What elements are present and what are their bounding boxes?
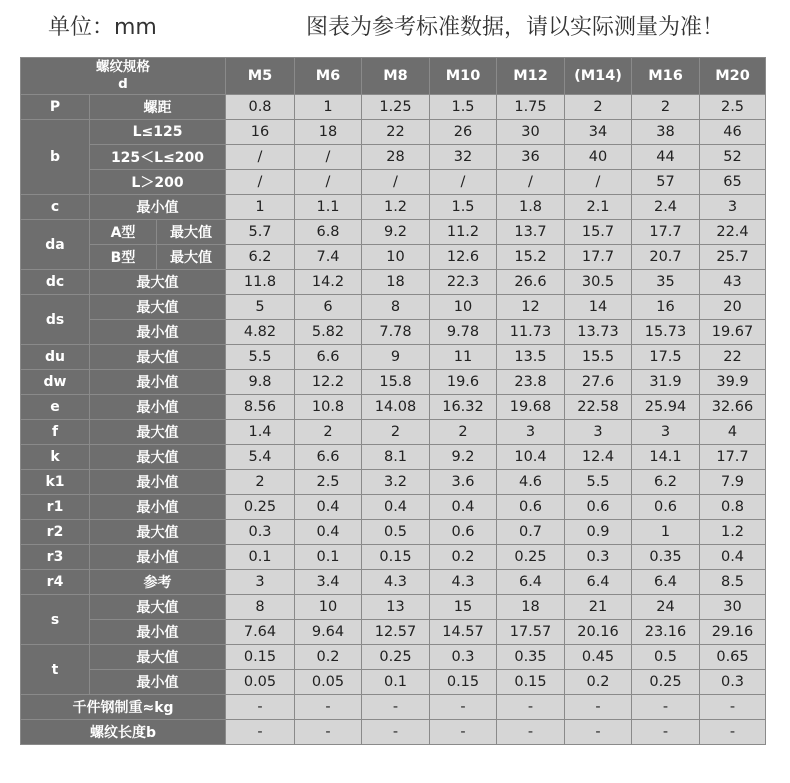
unit-label: 单位：mm (48, 15, 157, 40)
value-cell: 0.4 (295, 495, 362, 520)
value-cell: 15 (430, 595, 497, 620)
param-label: r3 (21, 545, 90, 570)
value-cell: 30 (497, 120, 565, 145)
value-cell: 26.6 (497, 270, 565, 295)
value-cell: 3.4 (295, 570, 362, 595)
thread-spec-header (21, 58, 226, 95)
value-cell: 14.2 (295, 270, 362, 295)
value-cell: 0.5 (362, 520, 430, 545)
value-cell: 52 (700, 145, 766, 170)
param-label: s (21, 595, 90, 645)
value-cell: 0.4 (295, 520, 362, 545)
value-cell: / (362, 170, 430, 195)
param-label: r1 (21, 495, 90, 520)
value-cell: 1 (632, 520, 700, 545)
value-cell: - (632, 720, 700, 745)
table-row (21, 220, 766, 245)
value-cell: 38 (632, 120, 700, 145)
value-cell: 5.7 (226, 220, 295, 245)
value-cell: 8.56 (226, 395, 295, 420)
table-row (21, 170, 766, 195)
value-cell: 0.7 (497, 520, 565, 545)
value-cell: 19.67 (700, 320, 766, 345)
param-label: dw (21, 370, 90, 395)
value-cell: 13.5 (497, 345, 565, 370)
value-cell: 0.2 (430, 545, 497, 570)
value-cell: 2 (295, 420, 362, 445)
value-cell: 0.3 (226, 520, 295, 545)
value-cell: - (430, 695, 497, 720)
table-row (21, 95, 766, 120)
value-cell: 1 (226, 195, 295, 220)
param-sublabel: 最小值 (90, 370, 226, 395)
param-sublabel: 最小值 (90, 545, 226, 570)
value-cell: 0.3 (565, 545, 632, 570)
value-cell: 4.82 (226, 320, 295, 345)
value-cell: 0.35 (632, 545, 700, 570)
value-cell: 11.8 (226, 270, 295, 295)
param-sublabel: 最大值 (90, 420, 226, 445)
table-row (21, 420, 766, 445)
param-label: r4 (21, 570, 90, 595)
value-cell: 14.1 (632, 445, 700, 470)
value-cell: 0.25 (362, 645, 430, 670)
column-header: M8 (362, 58, 430, 95)
value-cell: 0.15 (226, 645, 295, 670)
value-cell: 7.4 (295, 245, 362, 270)
value-cell: 6.4 (565, 570, 632, 595)
table-row (21, 570, 766, 595)
value-cell: 7.9 (700, 470, 766, 495)
value-cell: 10 (430, 295, 497, 320)
value-cell: 11.73 (497, 320, 565, 345)
value-cell: 0.25 (497, 545, 565, 570)
value-cell: 0.1 (226, 545, 295, 570)
value-cell: 35 (632, 270, 700, 295)
value-cell: 3 (226, 570, 295, 595)
value-cell: 2.5 (700, 95, 766, 120)
value-cell: 28 (362, 145, 430, 170)
value-cell: 12.6 (430, 245, 497, 270)
value-cell: 23.8 (497, 370, 565, 395)
value-cell: 0.4 (362, 495, 430, 520)
value-cell: 16 (226, 120, 295, 145)
table-row (21, 670, 766, 695)
value-cell: 22.4 (700, 220, 766, 245)
value-cell: 20 (700, 295, 766, 320)
value-cell: / (226, 145, 295, 170)
value-cell: 9 (362, 345, 430, 370)
table-row (21, 395, 766, 420)
param-label: r2 (21, 520, 90, 545)
column-header: M16 (632, 58, 700, 95)
value-cell: 1.25 (362, 95, 430, 120)
table-row (21, 120, 766, 145)
table-row (21, 545, 766, 570)
param-label: ds (21, 295, 90, 345)
value-cell: 22 (362, 120, 430, 145)
value-cell: 9.2 (430, 445, 497, 470)
param-sublabel: 最小值 (90, 620, 226, 645)
value-cell: 2.4 (632, 195, 700, 220)
value-cell: 6 (295, 295, 362, 320)
value-cell: / (430, 170, 497, 195)
value-cell: 2 (632, 95, 700, 120)
param-label: k1 (21, 470, 90, 495)
value-cell: 44 (632, 145, 700, 170)
value-cell: 0.15 (497, 670, 565, 695)
value-cell: 3 (497, 420, 565, 445)
value-cell: 4.6 (497, 470, 565, 495)
value-cell: 18 (295, 120, 362, 145)
value-cell: 34 (565, 120, 632, 145)
value-cell: 31.9 (632, 370, 700, 395)
param-label: 千件钢制重≈kg (21, 695, 226, 720)
thread-spec-symbol: d (118, 76, 128, 92)
value-cell: 22.3 (430, 270, 497, 295)
value-cell: 5.4 (226, 445, 295, 470)
value-cell: 10.8 (295, 395, 362, 420)
value-cell: 43 (700, 270, 766, 295)
value-cell: 14.57 (430, 620, 497, 645)
value-cell: 21 (565, 595, 632, 620)
value-cell: 5.5 (226, 345, 295, 370)
value-cell: 0.15 (362, 545, 430, 570)
value-cell: 8 (226, 595, 295, 620)
table-row (21, 470, 766, 495)
value-cell: / (226, 170, 295, 195)
value-cell: 0.25 (632, 670, 700, 695)
param-label: k (21, 445, 90, 470)
table-row (21, 520, 766, 545)
value-cell: 22 (700, 345, 766, 370)
value-cell: 0.2 (295, 645, 362, 670)
value-cell: 0.05 (226, 670, 295, 695)
value-cell: - (700, 695, 766, 720)
value-cell: 22.58 (565, 395, 632, 420)
value-cell: 13.73 (565, 320, 632, 345)
table-row (21, 445, 766, 470)
value-cell: 1.2 (700, 520, 766, 545)
param-sublabel: 螺距 (90, 95, 226, 120)
value-cell: 3.6 (430, 470, 497, 495)
value-cell: 13 (362, 595, 430, 620)
param-label: da (21, 220, 90, 270)
column-header: M10 (430, 58, 497, 95)
value-cell: 32.66 (700, 395, 766, 420)
value-cell: 0.3 (700, 670, 766, 695)
value-cell: 0.6 (497, 495, 565, 520)
value-cell: 15.73 (632, 320, 700, 345)
value-cell: 6.4 (632, 570, 700, 595)
value-cell: 0.65 (700, 645, 766, 670)
value-cell: 16.32 (430, 395, 497, 420)
value-cell: 6.8 (295, 220, 362, 245)
value-cell: 3 (700, 195, 766, 220)
value-cell: 0.8 (226, 95, 295, 120)
value-cell: 18 (497, 595, 565, 620)
value-cell: 1.5 (430, 95, 497, 120)
param-sublabel: 最大值 (157, 220, 226, 245)
table-row (21, 370, 766, 395)
value-cell: 27.6 (565, 370, 632, 395)
value-cell: 6.6 (295, 445, 362, 470)
value-cell: 9.64 (295, 620, 362, 645)
value-cell: 20.16 (565, 620, 632, 645)
value-cell: 0.15 (430, 670, 497, 695)
value-cell: 29.16 (700, 620, 766, 645)
value-cell: 5 (226, 295, 295, 320)
value-cell: 8.1 (362, 445, 430, 470)
value-cell: 23.16 (632, 620, 700, 645)
param-label: e (21, 395, 90, 420)
reference-notice: 图表为参考标准数据，请以实际测量为准！ (306, 15, 725, 40)
value-cell: 1.4 (226, 420, 295, 445)
value-cell: 0.25 (226, 495, 295, 520)
param-sublabel: 最小值 (90, 320, 226, 345)
value-cell: 8.5 (700, 570, 766, 595)
table-row (21, 295, 766, 320)
value-cell: 30.5 (565, 270, 632, 295)
table-row (21, 195, 766, 220)
value-cell: 15.8 (362, 370, 430, 395)
value-cell: 7.64 (226, 620, 295, 645)
param-type: B型 (90, 245, 157, 270)
value-cell: 30 (700, 595, 766, 620)
value-cell: 6.4 (497, 570, 565, 595)
value-cell: 2 (226, 470, 295, 495)
value-cell: - (295, 695, 362, 720)
value-cell: 5.5 (565, 470, 632, 495)
value-cell: 1.8 (497, 195, 565, 220)
value-cell: 0.1 (362, 670, 430, 695)
value-cell: 9.2 (362, 220, 430, 245)
value-cell: 25.7 (700, 245, 766, 270)
param-label: f (21, 420, 90, 445)
value-cell: 0.1 (295, 545, 362, 570)
param-label: b (21, 120, 90, 195)
value-cell: - (700, 720, 766, 745)
value-cell: 24 (632, 595, 700, 620)
value-cell: 3 (632, 420, 700, 445)
param-sublabel: 最大值 (90, 345, 226, 370)
value-cell: / (295, 170, 362, 195)
column-header: M20 (700, 58, 766, 95)
value-cell: 46 (700, 120, 766, 145)
value-cell: 17.7 (565, 245, 632, 270)
value-cell: 16 (632, 295, 700, 320)
value-cell: 2 (430, 420, 497, 445)
value-cell: - (497, 720, 565, 745)
value-cell: - (362, 720, 430, 745)
param-sublabel: 最大值 (90, 445, 226, 470)
param-label: c (21, 195, 90, 220)
table-row (21, 620, 766, 645)
value-cell: 9.78 (430, 320, 497, 345)
value-cell: 10.4 (497, 445, 565, 470)
table-row (21, 270, 766, 295)
value-cell: 4.3 (430, 570, 497, 595)
param-sublabel: 最大值 (90, 270, 226, 295)
param-sublabel: 最大值 (90, 645, 226, 670)
param-sublabel: 最小值 (90, 195, 226, 220)
value-cell: 0.45 (565, 645, 632, 670)
param-sublabel: 最小值 (90, 495, 226, 520)
value-cell: 10 (295, 595, 362, 620)
value-cell: 1.5 (430, 195, 497, 220)
value-cell: 0.35 (497, 645, 565, 670)
param-sublabel: 最大值 (157, 245, 226, 270)
value-cell: 1.75 (497, 95, 565, 120)
value-cell: 0.6 (565, 495, 632, 520)
value-cell: 15.7 (565, 220, 632, 245)
value-cell: 57 (632, 170, 700, 195)
value-cell: 0.8 (700, 495, 766, 520)
value-cell: 11 (430, 345, 497, 370)
param-sublabel: 最小值 (90, 395, 226, 420)
value-cell: 17.5 (632, 345, 700, 370)
value-cell: 19.68 (497, 395, 565, 420)
table-row (21, 720, 766, 745)
value-cell: 15.2 (497, 245, 565, 270)
param-sublabel: L≤125 (90, 120, 226, 145)
value-cell: 13.7 (497, 220, 565, 245)
spec-table (20, 57, 766, 745)
column-header: (M14) (565, 58, 632, 95)
param-sublabel: 最大值 (90, 520, 226, 545)
value-cell: 1.2 (362, 195, 430, 220)
value-cell: 14.08 (362, 395, 430, 420)
thread-spec-label: 螺纹规格 (96, 59, 150, 75)
table-row (21, 320, 766, 345)
param-label: 螺纹长度b (21, 720, 226, 745)
column-header: M6 (295, 58, 362, 95)
value-cell: 12.2 (295, 370, 362, 395)
value-cell: 40 (565, 145, 632, 170)
value-cell: 4.3 (362, 570, 430, 595)
column-header: M12 (497, 58, 565, 95)
param-sublabel: 最小值 (90, 670, 226, 695)
value-cell: 1.1 (295, 195, 362, 220)
param-label: t (21, 645, 90, 695)
value-cell: 8 (362, 295, 430, 320)
param-sublabel: 参考 (90, 570, 226, 595)
column-header: M5 (226, 58, 295, 95)
table-row (21, 645, 766, 670)
value-cell: 14 (565, 295, 632, 320)
value-cell: 2 (565, 95, 632, 120)
value-cell: 0.2 (565, 670, 632, 695)
value-cell: 17.57 (497, 620, 565, 645)
value-cell: 15.5 (565, 345, 632, 370)
value-cell: 12 (497, 295, 565, 320)
value-cell: 6.6 (295, 345, 362, 370)
value-cell: 3.2 (362, 470, 430, 495)
value-cell: - (632, 695, 700, 720)
value-cell: 1 (295, 95, 362, 120)
value-cell: - (362, 695, 430, 720)
table-row (21, 245, 766, 270)
value-cell: 6.2 (632, 470, 700, 495)
value-cell: 10 (362, 245, 430, 270)
value-cell: - (226, 695, 295, 720)
value-cell: 0.4 (700, 545, 766, 570)
value-cell: / (295, 145, 362, 170)
value-cell: - (497, 695, 565, 720)
value-cell: - (295, 720, 362, 745)
table-row (21, 58, 766, 95)
param-sublabel: 125＜L≤200 (90, 145, 226, 170)
table-row (21, 695, 766, 720)
value-cell: 2.5 (295, 470, 362, 495)
value-cell: 25.94 (632, 395, 700, 420)
value-cell: 2.1 (565, 195, 632, 220)
value-cell: 2 (362, 420, 430, 445)
table-row (21, 495, 766, 520)
value-cell: - (226, 720, 295, 745)
value-cell: - (565, 720, 632, 745)
value-cell: 0.9 (565, 520, 632, 545)
value-cell: 5.82 (295, 320, 362, 345)
value-cell: 11.2 (430, 220, 497, 245)
value-cell: 17.7 (700, 445, 766, 470)
param-sublabel: L＞200 (90, 170, 226, 195)
value-cell: 0.3 (430, 645, 497, 670)
value-cell: 6.2 (226, 245, 295, 270)
value-cell: / (565, 170, 632, 195)
param-label: P (21, 95, 90, 120)
table-row (21, 145, 766, 170)
value-cell: 0.05 (295, 670, 362, 695)
value-cell: 12.4 (565, 445, 632, 470)
value-cell: 26 (430, 120, 497, 145)
table-row (21, 345, 766, 370)
value-cell: 3 (565, 420, 632, 445)
value-cell: 20.7 (632, 245, 700, 270)
param-sublabel: 最大值 (90, 295, 226, 320)
value-cell: 32 (430, 145, 497, 170)
param-type: A型 (90, 220, 157, 245)
value-cell: 4 (700, 420, 766, 445)
value-cell: 0.5 (632, 645, 700, 670)
value-cell: 0.6 (632, 495, 700, 520)
value-cell: 65 (700, 170, 766, 195)
value-cell: 9.8 (226, 370, 295, 395)
value-cell: 19.6 (430, 370, 497, 395)
value-cell: - (430, 720, 497, 745)
value-cell: 0.4 (430, 495, 497, 520)
value-cell: 12.57 (362, 620, 430, 645)
value-cell: 18 (362, 270, 430, 295)
param-label: dc (21, 270, 90, 295)
value-cell: - (565, 695, 632, 720)
value-cell: / (497, 170, 565, 195)
value-cell: 0.6 (430, 520, 497, 545)
value-cell: 39.9 (700, 370, 766, 395)
value-cell: 36 (497, 145, 565, 170)
table-row (21, 595, 766, 620)
param-sublabel: 最大值 (90, 595, 226, 620)
value-cell: 7.78 (362, 320, 430, 345)
param-label: du (21, 345, 90, 370)
param-sublabel: 最小值 (90, 470, 226, 495)
value-cell: 17.7 (632, 220, 700, 245)
